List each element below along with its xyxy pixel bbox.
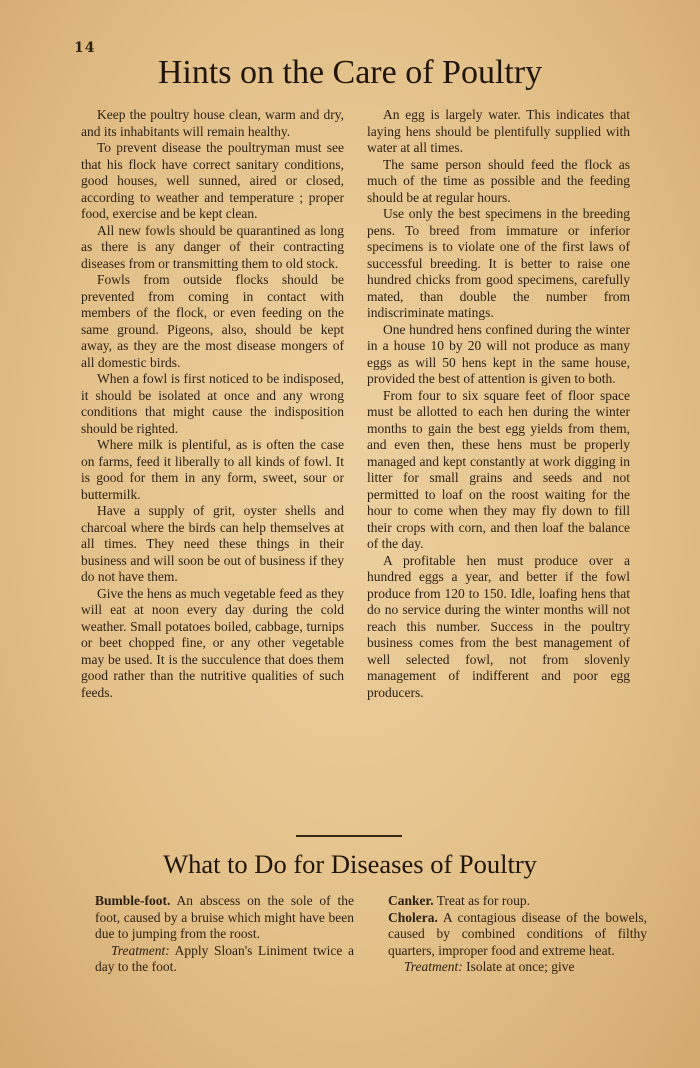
- disease-term: Bumble-foot.: [95, 893, 171, 908]
- entry-canker: [388, 893, 647, 910]
- section-divider: [296, 835, 402, 837]
- paragraph: One hundred hens confined during the winter in a house 10 by 20 will not produce as many eggs as will 50 hens kept in the same house, provided the best of attention is given to both.: [367, 321, 630, 386]
- paragraph: When a fowl is first noticed to be indisposed, it should be isolated at once and any wrong conditions that might cause the indisposition should be righted.: [81, 371, 344, 436]
- paragraph: Use only the best specimens in the breeding pens. To breed from immature or inferior specimens is to violate one of the first laws of successful breeding. It is better to raise one hundred chicks from good specimens, carefully mated, than double the number from indiscriminate matings.: [367, 206, 630, 320]
- treatment-text: Isolate at once; give: [466, 959, 575, 974]
- paragraph: The same person should feed the flock as much of the time as possible and the feeding should be at regular hours.: [367, 156, 630, 205]
- care-right-column: [367, 107, 630, 701]
- treatment-label: Treatment:: [404, 959, 463, 974]
- disease-description: Treat as for roup.: [436, 893, 531, 908]
- disease-description: An abscess on the sole of the foot, caused by a bruise which might have been due to jumping from the roost.: [95, 893, 354, 941]
- disease-term: Canker.: [388, 893, 434, 908]
- diseases-left-column: [95, 893, 354, 976]
- paragraph: Give the hens as much vegetable feed as they will eat at noon every day during the cold weather. Small potatoes boiled, cabbage, turnips or beet chopped fine, or any other vegetable may be used. It is the succulence that does them good rather than the nutritive qualities of such feeds.: [81, 585, 344, 700]
- treatment-label: Treatment:: [111, 942, 170, 958]
- entry-bumblefoot: [95, 893, 354, 943]
- page-number: 14: [74, 40, 96, 56]
- paragraph: A profitable hen must produce over a hundred eggs a year, and better if the fowl produce from 120 to 150. Idle, loafing hens that do no service during the winter months will not reach this number. Success in the poultry business comes from the best management of well selected fowl, not from slovenly management of indifferent and poor egg producers.: [367, 552, 630, 700]
- paragraph: To prevent disease the poultryman must see that his flock have correct sanitary conditions, good houses, well sunned, aired or closed, according to weather and temperature ; proper food, exercise and be kept clean.: [81, 140, 344, 221]
- diseases-right-column: [388, 893, 647, 976]
- paragraph: Fowls from outside flocks should be prevented from coming in contact with members of the flock, or even feeding on the same ground. Pigeons, also, should be kept away, as they are the most disease mongers of all domestic birds.: [81, 272, 344, 370]
- disease-description: A contagious disease of the bowels, caused by combined conditions of filthy quarters, improper food and extreme heat.: [388, 909, 647, 958]
- treatment-bumblefoot: [95, 943, 354, 976]
- paragraph: Have a supply of grit, oyster shells and charcoal where the birds can help themselves at all times. They need these things in their business and will soon be out of business if they do not have them.: [81, 503, 344, 584]
- entry-cholera: [388, 910, 647, 960]
- paragraph: Where milk is plentiful, as is often the case on farms, feed it liberally to all kinds of fowl. It is good for them in any form, sweet, sour or buttermilk.: [81, 437, 344, 502]
- treatment-text: Apply Sloan's Liniment twice a day to the foot.: [95, 942, 354, 974]
- paragraph: Keep the poultry house clean, warm and dry, and its inhabitants will remain healthy.: [81, 107, 344, 139]
- disease-term: Cholera.: [388, 909, 438, 925]
- care-left-column: [81, 107, 344, 701]
- section-title-diseases: What to Do for Diseases of Poultry: [163, 849, 537, 879]
- section-title-care: Hints on the Care of Poultry: [157, 54, 543, 91]
- paragraph: An egg is largely water. This indicates that laying hens should be plentifully supplied with water at all times.: [367, 107, 630, 155]
- paragraph: All new fowls should be quarantined as long as there is any danger of their contracting diseases from or transmitting them to old stock.: [81, 222, 344, 271]
- paragraph: From four to six square feet of floor space must be allotted to each hen during the winter months to gain the best egg yields from them, and even then, these hens must be properly managed and kept constantly at work digging in litter for small grains and seeds and not permitted to loaf on the roost waiting for the hour to come when they may fly down to fill their crops with corn, and then loaf the balance of the day.: [367, 387, 630, 551]
- treatment-cholera: [388, 959, 647, 976]
